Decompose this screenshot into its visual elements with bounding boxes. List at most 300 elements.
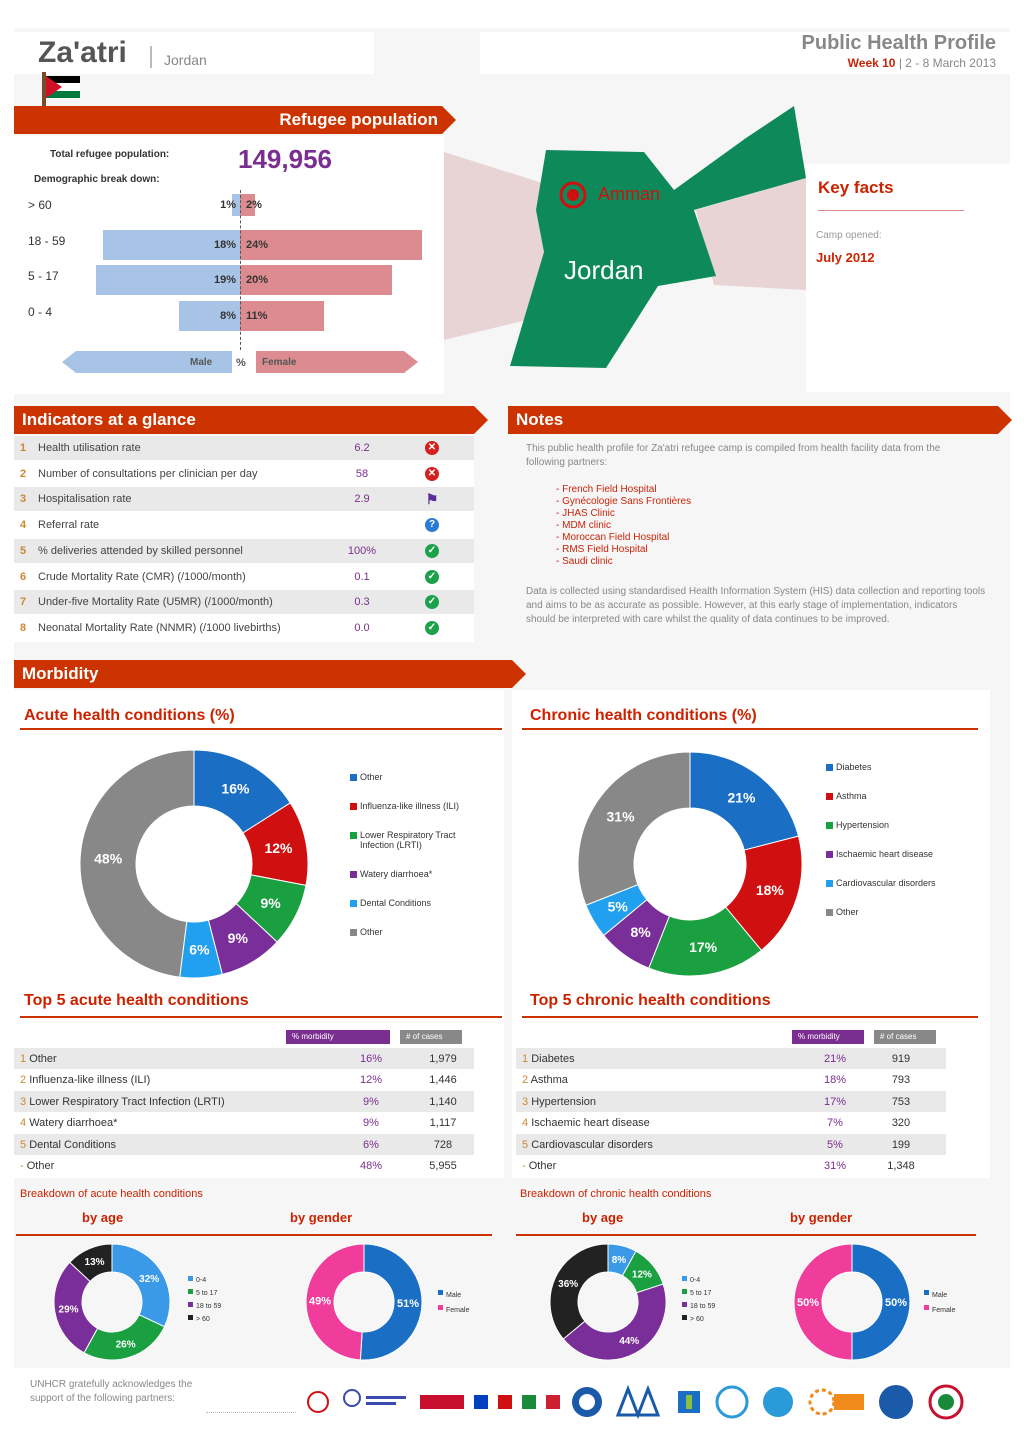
condition-name: Asthma	[530, 1074, 568, 1086]
indicator-value: 0.1	[354, 570, 370, 583]
row-index: 1	[522, 1052, 532, 1065]
legend-label: Other	[360, 927, 383, 937]
condition-name: Lower Respiratory Tract Infection (LRTI)	[29, 1095, 225, 1108]
male-pct-label: 18%	[213, 239, 236, 251]
chronic-title-rule	[522, 728, 978, 730]
morbidity-pct: 5%	[827, 1138, 843, 1151]
morbidity-pct: 16%	[359, 1052, 383, 1065]
wfp-logo-icon	[760, 1384, 796, 1420]
legend-swatch	[826, 909, 833, 916]
un-logo-icon	[570, 1385, 604, 1419]
legend-swatch	[438, 1290, 443, 1295]
acute-legend-item	[350, 830, 480, 850]
acute-table-row	[14, 1156, 474, 1177]
indicator-number: 8	[20, 621, 27, 634]
camp-opened-label: Camp opened:	[816, 230, 882, 241]
legend-swatch	[924, 1305, 929, 1310]
acute-age-legend	[188, 1274, 221, 1326]
row-index: 3	[20, 1095, 30, 1108]
title-divider	[150, 46, 152, 68]
notes-ribbon: Notes	[508, 406, 998, 434]
male-pct-label: 19%	[213, 274, 236, 286]
donut-slice-label: 12%	[264, 839, 293, 856]
acute-table-row	[14, 1091, 474, 1112]
age-legend-item	[188, 1300, 221, 1313]
acute-col-cases: # of cases	[400, 1030, 462, 1044]
jordan-small-flag-icon	[546, 1395, 560, 1409]
acute-by-age-label: by age	[82, 1210, 124, 1225]
population-pyramid	[14, 190, 444, 350]
donut-slice-label: 44%	[619, 1336, 640, 1348]
map-country-label: Jordan	[564, 255, 644, 285]
case-count: 5,955	[429, 1160, 457, 1172]
indicator-value: 6.2	[354, 442, 370, 454]
condition-name: Hypertension	[531, 1095, 597, 1108]
week-number: Week 10	[847, 56, 896, 70]
indicator-label: Crude Mortality Rate (CMR) (/1000/month)	[38, 570, 246, 583]
donut-slice-label: 8%	[611, 1254, 627, 1266]
morbidity-pct: 18%	[823, 1074, 847, 1086]
legend-label: 18 to 59	[196, 1303, 222, 1310]
row-index: 5	[20, 1138, 30, 1151]
indicator-status	[392, 544, 472, 558]
morocco-flag-icon	[420, 1395, 464, 1409]
row-index: 4	[20, 1117, 30, 1129]
donut-slice-label: 48%	[94, 850, 123, 867]
row-number	[516, 1139, 653, 1151]
donut-slice-label: 29%	[58, 1304, 79, 1316]
indicator-number: 1	[20, 442, 27, 454]
morbidity-pct: 9%	[363, 1117, 379, 1129]
refugee-ribbon: Refugee population	[14, 106, 442, 134]
donut-slice-label: 21%	[727, 789, 756, 806]
legend-swatch	[682, 1289, 687, 1294]
legend-swatch	[188, 1289, 193, 1294]
age-legend-item	[188, 1274, 221, 1287]
legend-label: Female	[446, 1307, 470, 1314]
case-count: 199	[891, 1138, 911, 1151]
partner-item: - Saudi clinic	[556, 556, 613, 567]
acute-breakdown-rule	[16, 1234, 492, 1236]
condition-name: Influenza-like illness (ILI)	[29, 1074, 151, 1086]
donut-slice	[550, 1244, 608, 1339]
legend-swatch	[826, 764, 833, 771]
condition-name: Diabetes	[531, 1052, 575, 1065]
total-label: Total refugee population:	[50, 149, 170, 160]
chronic-by-age-label: by age	[582, 1210, 624, 1225]
legend-label: 5 to 17	[196, 1290, 218, 1297]
legend-label: Hypertension	[836, 820, 890, 830]
condition-name: Dental Conditions	[29, 1138, 117, 1151]
legend-label: Watery diarrhoea*	[360, 869, 433, 879]
legend-label: Diabetes	[836, 762, 872, 772]
donut-slice-label: 13%	[84, 1257, 105, 1269]
age-legend-item	[188, 1313, 221, 1326]
indicator-status	[392, 595, 472, 609]
legend-label: Ischaemic heart disease	[836, 849, 934, 859]
legend-swatch	[188, 1276, 193, 1281]
condition-name: Cardiovascular disorders	[531, 1138, 653, 1151]
row-index: 4	[522, 1117, 532, 1129]
legend-swatch	[826, 822, 833, 829]
row-number	[516, 1096, 596, 1108]
condition-name: Other	[29, 1052, 57, 1065]
indicator-label: Referral rate	[38, 519, 100, 532]
donut-slice-label: 16%	[221, 780, 250, 797]
partner-item: - French Field Hospital	[556, 484, 657, 495]
check-icon: ✓	[425, 595, 439, 609]
donut-slice-label: 8%	[630, 923, 651, 940]
indicator-number: 5	[20, 544, 27, 557]
case-count: 793	[891, 1074, 911, 1086]
donut-slice-label: 9%	[260, 894, 281, 911]
donut-slice-label: 36%	[558, 1278, 579, 1290]
gender-legend-item	[438, 1303, 469, 1318]
chronic-table-row	[516, 1091, 946, 1112]
legend-label: Lower Respiratory Tract Infection (LRTI)	[360, 830, 456, 850]
row-index: 3	[522, 1095, 532, 1108]
jordan-emblem-icon	[926, 1380, 966, 1424]
donut-slice-label: 50%	[796, 1296, 820, 1309]
indicator-number: 2	[20, 467, 27, 480]
legend-label: Male	[932, 1292, 948, 1299]
chronic-legend	[826, 762, 966, 936]
imc-logo-icon	[674, 1385, 704, 1419]
unfpa-logo-icon	[806, 1384, 866, 1420]
morbidity-pct: 7%	[827, 1117, 843, 1129]
legend-swatch	[188, 1302, 193, 1307]
indicators-ribbon: Indicators at a glance	[14, 406, 474, 434]
chronic-breakdown-rule	[516, 1234, 976, 1236]
indicator-status	[392, 570, 472, 584]
case-count: 728	[433, 1138, 453, 1151]
chronic-legend-item	[826, 878, 966, 888]
acute-col-morbidity: % morbidity	[286, 1030, 390, 1044]
chronic-table-row	[516, 1070, 946, 1091]
legend-label: Cardiovascular disorders	[836, 878, 936, 888]
row-index: 2	[522, 1074, 531, 1086]
red-flag-icon	[498, 1395, 512, 1409]
condition-name: Ischaemic heart disease	[531, 1117, 650, 1129]
acute-title-rule	[20, 728, 502, 730]
gender-legend-item	[924, 1303, 955, 1318]
acute-legend-item	[350, 898, 480, 908]
legend-swatch	[682, 1276, 687, 1281]
legend-label: Female	[932, 1307, 956, 1314]
age-legend-item	[682, 1287, 715, 1300]
cross-icon: ✕	[425, 441, 439, 455]
indicator-number: 3	[20, 493, 27, 506]
row-index: 1	[20, 1052, 30, 1065]
chronic-title: Chronic health conditions (%)	[530, 707, 757, 724]
legend-label: Asthma	[836, 791, 867, 801]
key-facts-title: Key facts	[818, 178, 894, 197]
acute-table-row	[14, 1134, 474, 1155]
flag-icon: ⚑	[425, 490, 439, 507]
legend-swatch	[350, 871, 357, 878]
case-count: 1,348	[887, 1160, 915, 1172]
cross-icon: ✕	[425, 467, 439, 481]
morbidity-pct: 17%	[823, 1095, 847, 1108]
chronic-table-row	[516, 1048, 946, 1069]
who-logo-icon	[876, 1382, 916, 1422]
check-icon: ✓	[425, 621, 439, 635]
row-number	[14, 1160, 54, 1172]
acute-table-row	[14, 1048, 474, 1069]
indicator-value: 0.0	[354, 621, 370, 634]
legend-label: 0-4	[196, 1277, 207, 1284]
donut-slice-label: 18%	[755, 881, 784, 898]
chronic-legend-item	[826, 762, 966, 772]
indicator-status	[392, 441, 472, 455]
acute-legend-item	[350, 869, 480, 879]
donut-slice-label: 12%	[631, 1269, 652, 1281]
indicator-label: Under-five Mortality Rate (U5MR) (/1000/month)	[38, 596, 273, 609]
donut-slice-label: 6%	[189, 941, 210, 958]
legend-swatch	[350, 900, 357, 907]
chronic-table-row	[516, 1156, 946, 1177]
gender-legend-item	[438, 1288, 469, 1303]
legend-label: > 60	[690, 1316, 704, 1323]
indicator-value: 58	[355, 467, 369, 480]
legend-label: Male	[446, 1292, 462, 1299]
chronic-donut-chart	[566, 740, 814, 988]
acute-legend	[350, 772, 480, 956]
jhas-logo-icon	[206, 1391, 296, 1413]
row-number	[14, 1117, 117, 1129]
indicator-label: Health utilisation rate	[38, 442, 141, 454]
row-number	[14, 1074, 150, 1086]
pct-label: %	[236, 357, 246, 369]
acute-title: Acute health conditions (%)	[24, 707, 235, 724]
morbidity-pct: 48%	[359, 1160, 383, 1172]
chronic-legend-item	[826, 907, 966, 917]
unicef-logo-icon	[714, 1384, 750, 1420]
chronic-table-row	[516, 1134, 946, 1155]
morbidity-pct: 21%	[823, 1052, 847, 1065]
indicator-row	[14, 487, 474, 511]
donut-slice-label: 51%	[396, 1298, 419, 1311]
legend-swatch	[826, 880, 833, 887]
indicator-row	[14, 513, 474, 537]
footer-thanks: UNHCR gratefully acknowledges the support of the following partners:	[30, 1379, 193, 1404]
legend-label: Other	[360, 772, 383, 782]
jordan-flag-icon	[46, 76, 80, 98]
top5-chronic-rule	[522, 1016, 978, 1018]
map-city-label: Amman	[598, 184, 661, 204]
case-count: 919	[891, 1052, 911, 1065]
breakdown-chronic-title: Breakdown of chronic health conditions	[520, 1188, 712, 1200]
jordan-map	[444, 100, 810, 396]
morbidity-pct: 9%	[363, 1095, 379, 1108]
male-pct-label: 1%	[220, 199, 236, 211]
acute-gender-donut	[302, 1240, 426, 1364]
legend-label: Influenza-like illness (ILI)	[360, 801, 460, 811]
france-flag-icon	[474, 1395, 488, 1409]
acute-age-donut	[50, 1240, 174, 1364]
row-number	[14, 1096, 225, 1108]
donut-slice-label: 5%	[607, 898, 628, 915]
age-group-label: 0 - 4	[28, 305, 53, 319]
case-count: 753	[891, 1095, 911, 1108]
indicator-row	[14, 462, 474, 486]
chronic-legend-item	[826, 820, 966, 830]
age-legend-item	[682, 1313, 715, 1326]
row-index: -	[522, 1160, 529, 1172]
gsf-logo-icon	[340, 1382, 410, 1422]
age-group-label: 5 - 17	[28, 269, 59, 283]
row-number	[516, 1053, 575, 1065]
partner-logos	[206, 1380, 966, 1424]
legend-swatch	[826, 793, 833, 800]
chronic-gender-legend	[924, 1288, 955, 1318]
indicator-number: 4	[20, 519, 27, 532]
indicator-row	[14, 436, 474, 460]
legend-swatch	[350, 832, 357, 839]
indicator-label: % deliveries attended by skilled personnel	[38, 544, 243, 557]
indicator-label: Hospitalisation rate	[38, 493, 132, 506]
female-pct-label: 11%	[246, 310, 268, 322]
saudi-flag-icon	[522, 1395, 536, 1409]
legend-swatch	[350, 803, 357, 810]
row-number	[14, 1053, 57, 1065]
legend-swatch	[826, 851, 833, 858]
age-group-label: 18 - 59	[28, 234, 66, 248]
donut-slice	[578, 752, 690, 905]
case-count: 1,117	[429, 1117, 457, 1129]
legend-swatch	[350, 929, 357, 936]
row-index: -	[20, 1160, 27, 1172]
indicator-status	[392, 621, 472, 635]
female-pct-label: 24%	[246, 239, 269, 251]
case-count: 1,446	[429, 1074, 457, 1086]
breakdown-acute-title: Breakdown of acute health conditions	[20, 1188, 203, 1200]
case-count: 320	[891, 1117, 911, 1129]
donut-slice	[112, 1244, 170, 1327]
camp-opened-value: July 2012	[816, 250, 875, 265]
acute-donut-chart	[70, 740, 318, 988]
donut-slice-label: 9%	[227, 929, 248, 946]
question-icon: ?	[425, 518, 439, 532]
partner-item: - JHAS Clinic	[556, 508, 615, 519]
morbidity-pct: 31%	[823, 1160, 847, 1172]
row-number	[516, 1117, 650, 1129]
donut-slice-label: 17%	[689, 938, 718, 955]
female-pct-label: 20%	[246, 274, 269, 286]
top5-chronic-title: Top 5 chronic health conditions	[530, 992, 771, 1009]
row-index: 5	[522, 1138, 532, 1151]
partner-item: - Gynécologie Sans Frontières	[556, 496, 692, 507]
week-label	[848, 56, 996, 70]
chronic-col-cases: # of cases	[874, 1030, 936, 1044]
indicator-number: 6	[20, 570, 27, 583]
chronic-legend-item	[826, 791, 966, 801]
top5-acute-rule	[20, 1016, 502, 1018]
condition-name: Other	[26, 1160, 55, 1172]
row-index: 2	[20, 1074, 30, 1086]
total-value: 149,956	[238, 144, 332, 174]
indicator-value: 0.3	[354, 596, 370, 609]
indicator-label: Neonatal Mortality Rate (NNMR) (/1000 livebirths)	[38, 621, 281, 634]
moh-logo-icon	[614, 1385, 664, 1419]
profile-title: Public Health Profile	[801, 32, 996, 54]
row-number	[516, 1160, 556, 1172]
acute-by-gender-label: by gender	[290, 1210, 353, 1225]
chronic-by-gender-label: by gender	[790, 1210, 853, 1225]
case-count: 1,140	[429, 1095, 457, 1108]
case-count: 1,979	[429, 1052, 457, 1065]
acute-table-row	[14, 1070, 474, 1091]
amman-marker-icon	[558, 180, 588, 210]
key-facts-rule	[818, 210, 964, 211]
morbidity-pct: 6%	[363, 1138, 379, 1151]
indicator-value: 100%	[347, 544, 377, 557]
donut-slice-label: 49%	[309, 1295, 332, 1308]
legend-swatch	[350, 774, 357, 781]
partner-item: - RMS Field Hospital	[556, 544, 648, 555]
demo-label: Demographic break down:	[34, 174, 160, 185]
indicator-value: 2.9	[354, 493, 370, 506]
legend-swatch	[438, 1305, 443, 1310]
camp-name: Za'atri	[38, 36, 127, 69]
indicator-status	[392, 518, 472, 532]
legend-label: Dental Conditions	[360, 898, 432, 908]
legend-label: Other	[836, 907, 859, 917]
donut-slice	[84, 1315, 164, 1360]
top5-acute-title: Top 5 acute health conditions	[24, 992, 249, 1009]
chronic-legend-item	[826, 849, 966, 859]
acute-legend-item	[350, 801, 480, 811]
male-label: Male	[190, 357, 213, 368]
indicator-status	[392, 467, 472, 481]
indicator-status	[392, 492, 472, 507]
indicator-row	[14, 539, 474, 563]
legend-swatch	[924, 1290, 929, 1295]
row-number	[14, 1139, 116, 1151]
legend-swatch	[188, 1315, 193, 1320]
age-legend-item	[188, 1287, 221, 1300]
legend-label: 5 to 17	[690, 1290, 712, 1297]
pyramid-axis	[240, 190, 241, 350]
indicator-row	[14, 616, 474, 640]
legend-label: > 60	[196, 1316, 210, 1323]
female-pct-label: 2%	[246, 199, 262, 211]
age-legend-item	[682, 1300, 715, 1313]
acute-legend-item	[350, 772, 480, 782]
chronic-col-morbidity: % morbidity	[792, 1030, 864, 1044]
chronic-age-donut	[546, 1240, 670, 1364]
condition-name: Watery diarrhoea*	[29, 1117, 118, 1129]
legend-swatch	[682, 1315, 687, 1320]
legend-swatch	[682, 1302, 687, 1307]
chronic-age-legend	[682, 1274, 715, 1326]
chronic-gender-donut	[790, 1240, 914, 1364]
donut-slice-label: 26%	[115, 1339, 136, 1351]
age-group-label: > 60	[28, 198, 52, 212]
notes-intro: This public health profile for Za'atri refugee camp is compiled from health facility data from the following partners:	[526, 443, 941, 468]
check-icon: ✓	[425, 570, 439, 584]
redcross-logo-icon	[306, 1390, 330, 1414]
notes-footer: Data is collected using standardised Health Information System (HIS) data collection and reporting tools and aims to be as accurate as possible. However, at this early stage of implementation, indicators should be interpreted with care whilst the quality of data continues to be improved.	[526, 586, 986, 625]
donut-slice-label: 31%	[606, 808, 635, 825]
partner-item: - Moroccan Field Hospital	[556, 532, 670, 543]
acute-table-row	[14, 1113, 474, 1134]
acute-legend-item	[350, 927, 480, 937]
donut-slice-label: 50%	[884, 1296, 908, 1309]
donut-slice-label: 32%	[139, 1273, 160, 1285]
check-icon: ✓	[425, 544, 439, 558]
partner-list	[556, 484, 856, 568]
